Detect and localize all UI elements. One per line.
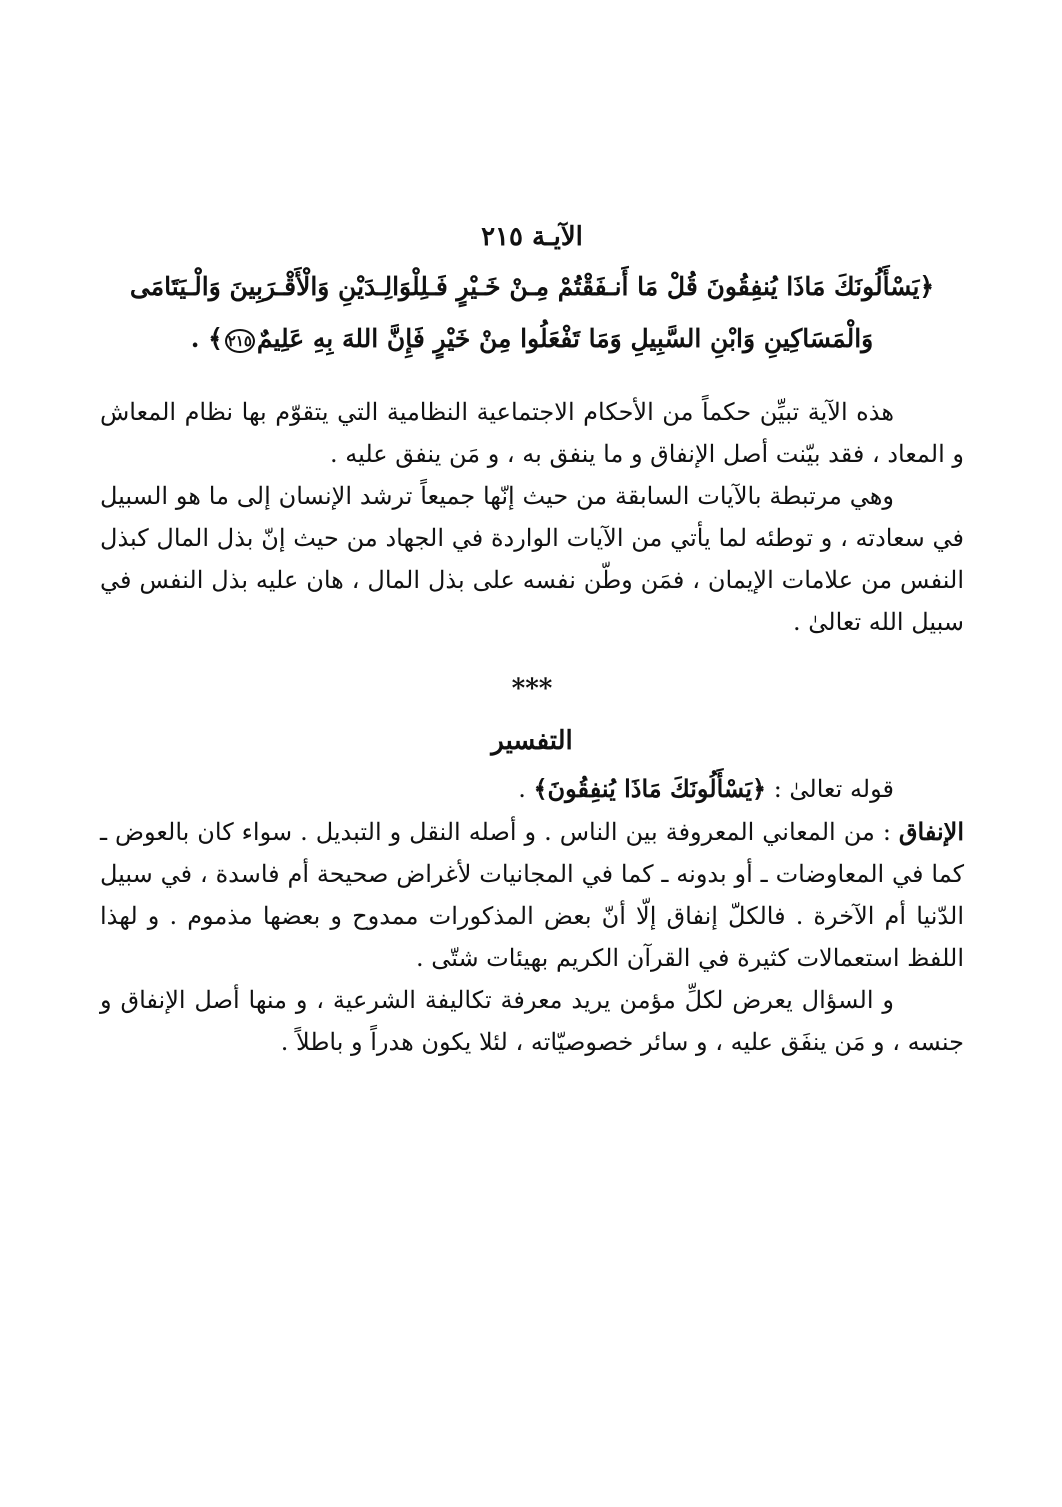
ayah-heading: الآيـة ٢١٥ bbox=[481, 222, 583, 252]
tafsir-paragraph-1 bbox=[100, 811, 964, 979]
ayah-number-marker: ٢١٥ bbox=[225, 329, 255, 353]
verse-text: ﴿يَسْأَلُونَكَ مَاذَا يُنفِقُونَ قُلْ مَا أَنـفَقْتُمْ مِـنْ خَـيْرٍ فَـلِلْوَالِـدَيْنِ وَالْأَقْـرَبِينَ وَالْـيَتَامَى وَالْمَسَاكِينِ وَابْنِ السَّبِيلِ وَمَا تَفْعَلُوا مِنْ خَيْرٍ فَإِنَّ اللهَ بِهِ عَلِيمٌ bbox=[129, 272, 935, 353]
intro-paragraph-1: هذه الآية تبيِّن حكماً من الأحكام الاجتماعية النظامية التي يتقوّم بها نظام المعاش و المعاد ، فقد بيّنت أصل الإنفاق و ما ينفق به ، و مَن ينفق عليه . bbox=[100, 398, 964, 468]
tafsir-text: : من المعاني المعروفة بين الناس . و أصله النقل و التبديل . سواء كان بالعوض ـ كما في المعاوضات ـ أو بدونه ـ كما في المجانيات لأغراض صحيحة أم فاسدة ، في سبيل الدّنيا أم الآخرة . فالكلّ إنفاق إلّا أنّ بعض المذكورات ممدوح و بعضها مذموم . و لهذا اللفظ استعمالات كثيرة في القرآن الكريم بهيئات شتّى . bbox=[100, 818, 964, 972]
quote-prefix: قوله تعالىٰ : bbox=[766, 775, 894, 803]
quoted-verse-line bbox=[100, 767, 964, 811]
quote-suffix: . bbox=[518, 775, 534, 803]
tafsir-text: و السؤال يعرض لكلِّ مؤمن يريد معرفة تكاليفة الشرعية ، و منها أصل الإنفاق و جنسه ، و مَن ينفَق عليه ، و سائر خصوصيّاته ، لئلا يكون هدراً و باطلاً . bbox=[100, 986, 964, 1056]
intro-paragraph-2: وهي مرتبطة بالآيات السابقة من حيث إنّها جميعاً ترشد الإنسان إلى ما هو السبيل في سعادته ، و توطئه لما يأتي من الآيات الواردة في الجهاد من حيث إنّ بذل المال كبذل النفس من علامات الإيمان ، فمَن وطّن نفسه على بذل المال ، هان عليه بذل النفس في سبيل الله تعالىٰ . bbox=[100, 482, 965, 636]
verse-closing: ﴾ . bbox=[190, 324, 223, 353]
section-separator: *** bbox=[511, 674, 553, 704]
quote-verse: ﴿يَسْأَلُونَكَ مَاذَا يُنفِقُونَ﴾ bbox=[533, 774, 767, 803]
section-heading: التفسير bbox=[491, 726, 573, 756]
term-lead: الإنفاق bbox=[898, 817, 964, 846]
document-page bbox=[100, 215, 964, 1063]
quran-verse bbox=[100, 261, 964, 365]
tafsir-paragraph-2 bbox=[100, 979, 964, 1063]
